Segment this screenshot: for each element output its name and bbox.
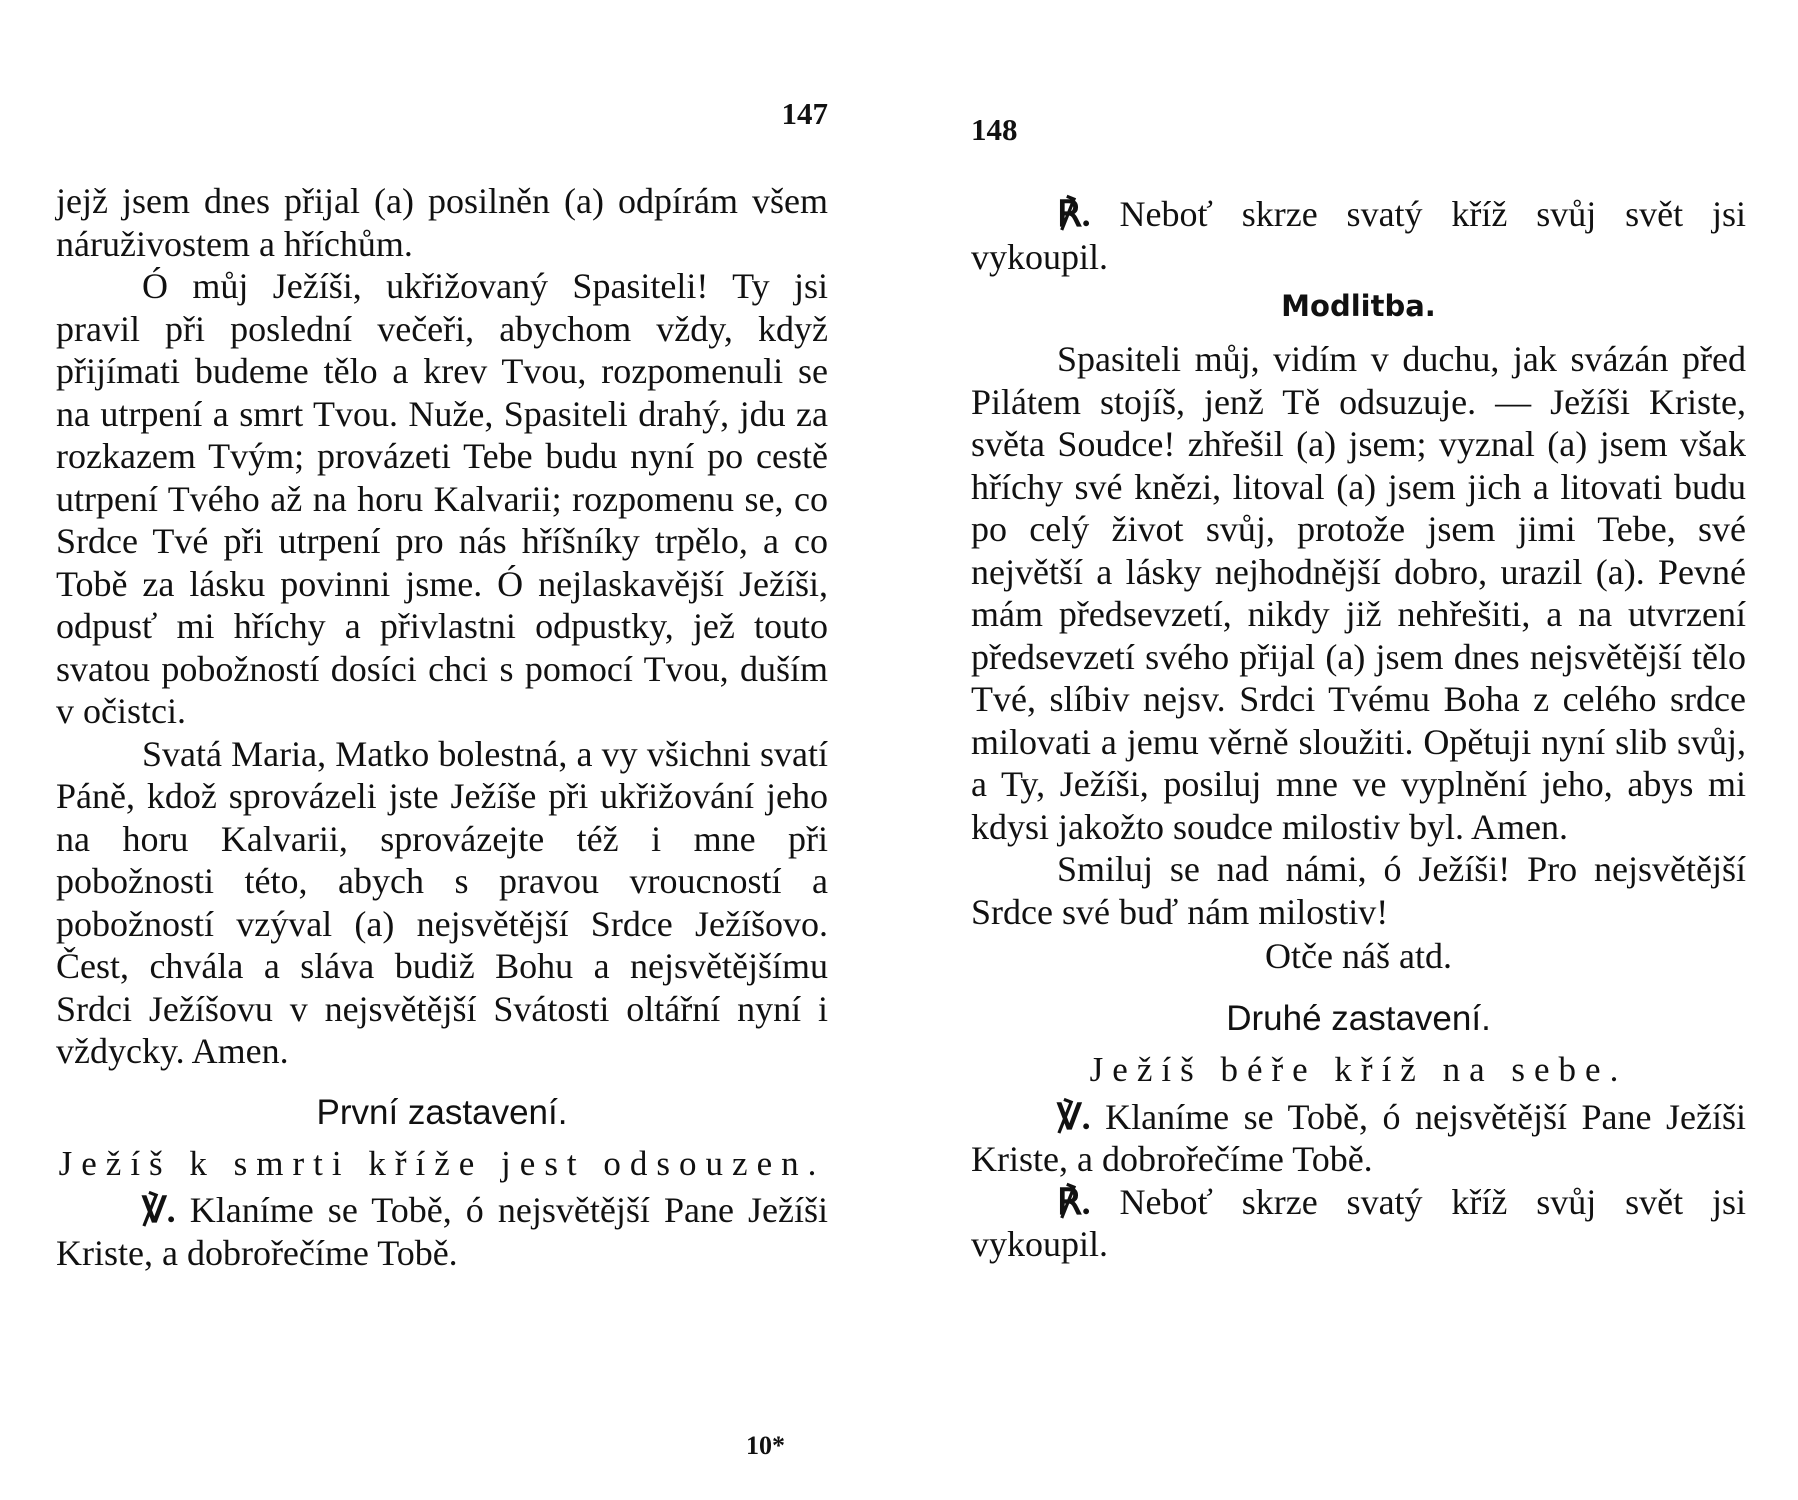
left-page-text [56,180,828,1274]
station-subtitle-second: Ježíš béře kříž na sebe. [1089,1050,1628,1089]
response-text: Neboť skrze svatý kříž svůj svět jsi vykoupil. [971,194,1746,277]
continuation-paragraph: jejž jsem dnes přijal (a) posilněn (a) odpírám všem náruživostem a hříchům. [56,181,828,264]
station-subtitle-first: Ježíš k smrti kříže jest odsouzen. [58,1143,826,1183]
prayer-heading: Modlitba. [1281,289,1436,323]
response-paragraph [971,193,1746,278]
response-text-second: Neboť skrze svatý kříž svůj svět jsi vykoupil. [971,1181,1746,1264]
versicle-paragraph [56,1189,828,1274]
prayer-paragraph: Ó můj Ježíši, ukřižovaný Spasiteli! Ty jsi pravil při poslední večeři, abychom vždy, když přijímati budeme tělo a krev Tvou, rozpomenuli se na utrpení a smrt Tvou. Nuže, Spasiteli drahý, jdu za rozkazem Tvým; provázeti Tebe budu nyní po cestě utrpení Tvého až na horu Kalvarii; rozpomenu se, co Srdce Tvé při utrpení pro nás hříšníky trpělo, a co Tobě za lásku povinni jsme. Ó nejlaskavější Ježíši, odpusť mi hříchy a přivlastni odpustky, jež touto svatou pobožností dosíci chci s pomocí Tvou, duším v očistci. [56,266,828,731]
versicle-paragraph-second [971,1096,1746,1181]
signature-mark: 10* [746,1431,785,1460]
station-title-second: Druhé zastavení. [1226,999,1491,1038]
versicle-mark: ℣. [142,1190,176,1230]
prayer-body: Spasiteli můj, vidím v duchu, jak svázán před Pilátem stojíš, jenž Tě odsuzuje. — Ježíši Kriste, světa Soudce! zhřešil (a) jsem; vyznal (a) jsem však hříchy své knězi, litoval (a) jsem jich a litovati budu po celý život svůj, protože jsem jimi Tebe, své největší a lásky nejhodnější dobro, urazil (a). Pevné mám předsevzetí, nikdy již nehřešiti, a na utvrzení předsevzetí svého přijal (a) jsem dnes nejsvětější tělo Tvé, slíbiv nejsv. Srdci Tvému Boha z celého srdce milovati a jemu věrně sloužiti. Opětuji nyní slib svůj, a Ty, Ježíši, posiluj mne ve vyplnění jeho, abys mi kdysi jakožto soudce milostiv byl. Amen. [971,339,1746,847]
response-mark-second: ℟. [1057,1181,1091,1222]
versicle-mark-second: ℣. [1057,1096,1091,1137]
page-number-147: 147 [781,96,828,131]
response-paragraph-second [971,1181,1746,1266]
mercy-paragraph: Smiluj se nad námi, ó Ježíši! Pro nejsvětější Srdce své buď nám milostiv! [971,849,1746,932]
page-number-148: 148 [971,112,1018,147]
response-mark: ℟. [1057,194,1091,234]
invocation-paragraph: Svatá Maria, Matko bolestná, a vy všichni svatí Páně, kdož sprovázeli jste Ježíše při ukřižování jeho na horu Kalvarii, sprovázejte též i mne při pobožnosti této, abych s pravou vroucností a pobožností vzýval (a) nejsvětější Srdce Ježíšovo. Čest, chvála a sláva budiž Bohu a nejsvětějšímu Srdci Ježíšovu v nejsvětější Svátosti oltářní nyní i vždycky. Amen. [56,733,828,1071]
station-title-first: První zastavení. [316,1092,568,1132]
right-page-text [971,193,1746,1266]
versicle-text: Klaníme se Tobě, ó nejsvětější Pane Ježíši Kriste, a dobrořečíme Tobě. [56,1190,829,1273]
versicle-text-second: Klaníme se Tobě, ó nejsvětější Pane Ježíši Kriste, a dobrořečíme Tobě. [971,1096,1746,1179]
closing-line: Otče náš atd. [1265,936,1452,976]
